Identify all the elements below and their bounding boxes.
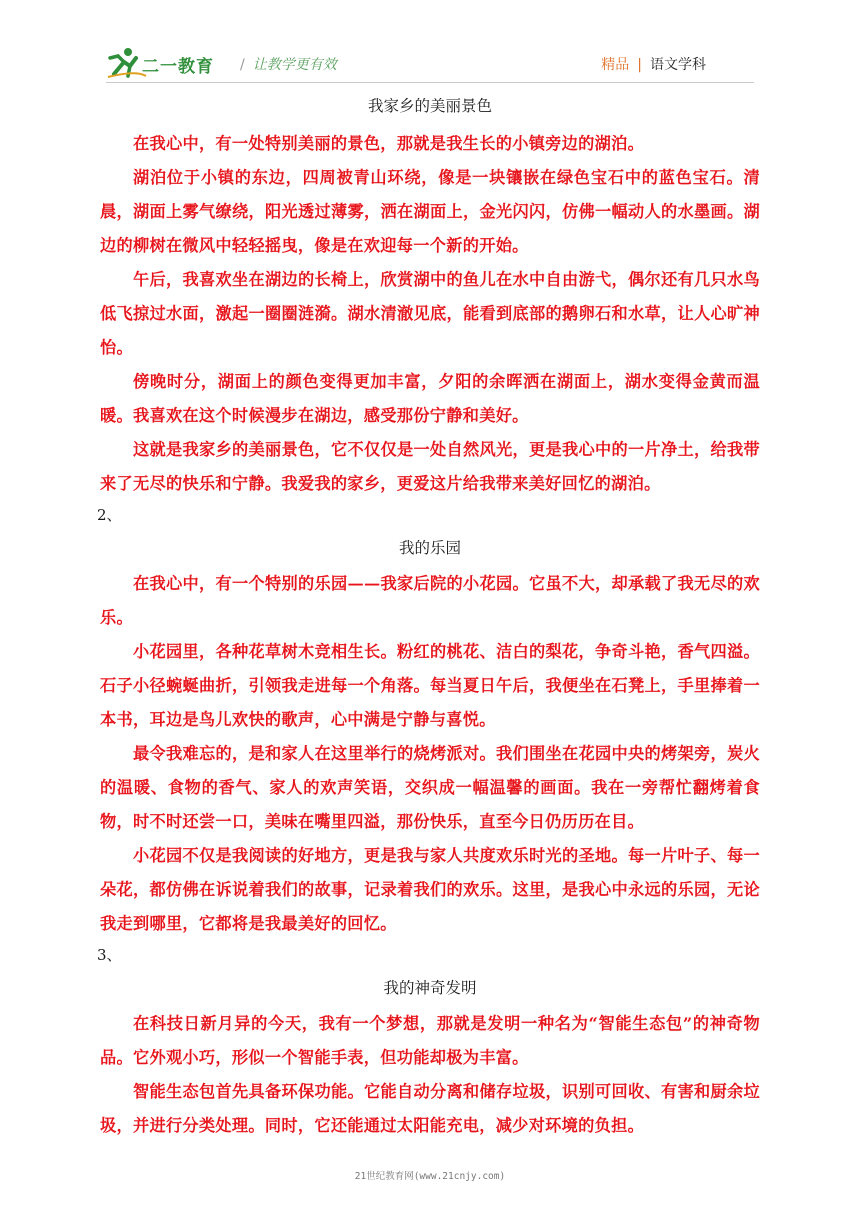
paragraph: 在我心中，有一个特别的乐园——我家后院的小花园。它虽不大，却承载了我无尽的欢乐。 [100,574,760,627]
slogan-text: 让教学更有效 [252,57,337,73]
tag-jingpin: 精品 [601,57,630,73]
logo-text: 二一教育 [142,57,214,77]
paragraph: 小花园不仅是我阅读的好地方，更是我与家人共度欢乐时光的圣地。每一片叶子、每一朵花，都仿佛在诉说着我们的故事，记录着我们的欢乐。这里，是我心中永远的乐园，无论我走到哪里，它都将是我最美好的回忆。 [100,846,760,933]
section-title: 我的乐园 [398,539,461,557]
paragraph: 小花园里，各种花草树木竞相生长。粉红的桃花、洁白的梨花，争奇斗艳，香气四溢。石子小径蜿蜒曲折，引领我走进每一个角落。每当夏日午后，我便坐在石凳上，手里捧着一本书，耳边是鸟儿欢快的歌声，心中满是宁静与喜悦。 [100,642,760,729]
slogan [240,54,337,74]
page-header [0,0,860,90]
slogan-slash: / [240,57,245,73]
paragraph: 午后，我喜欢坐在湖边的长椅上，欣赏湖中的鱼儿在水中自由游弋，偶尔还有几只水鸟低飞掠过水面，激起一圈圈涟漪。湖水清澈见底，能看到底部的鹅卵石和水草，让人心旷神怡。 [100,270,760,357]
header-right [601,54,706,74]
paragraph: 傍晚时分，湖面上的颜色变得更加丰富，夕阳的余晖洒在湖面上，湖水变得金黄而温暖。我喜欢在这个时候漫步在湖边，感受那份宁静和美好。 [100,372,760,425]
paragraph: 在科技日新月异的今天，我有一个梦想，那就是发明一种名为“智能生态包”的神奇物品。它外观小巧，形似一个智能手表，但功能却极为丰富。 [100,1014,760,1067]
subject-label: 语文学科 [650,57,706,73]
section-title: 我家乡的美丽景色 [367,97,492,115]
paragraph: 在我心中，有一处特别美丽的景色，那就是我生长的小镇旁边的湖泊。 [133,134,645,153]
paragraph: 湖泊位于小镇的东边，四周被青山环绕，像是一块镶嵌在绿色宝石中的蓝色宝石。清晨，湖面上雾气缭绕，阳光透过薄雾，洒在湖面上，金光闪闪，仿佛一幅动人的水墨画。湖边的柳树在微风中轻轻摇曳，像是在欢迎每一个新的开始。 [100,168,760,255]
section-number: 3、 [97,946,122,964]
header-separator: | [637,57,642,73]
paragraph: 智能生态包首先具备环保功能。它能自动分离和储存垃圾，识别可回收、有害和厨余垃圾，并进行分类处理。同时，它还能通过太阳能充电，减少对环境的负担。 [100,1082,760,1135]
paragraph: 最令我难忘的，是和家人在这里举行的烧烤派对。我们围坐在花园中央的烤架旁，炭火的温暖、食物的香气、家人的欢声笑语，交织成一幅温馨的画面。我在一旁帮忙翻烤着食物，时不时还尝一口，美味在嘴里四溢，那份快乐，直至今日仍历历在目。 [100,744,760,831]
document-body [97,93,760,1143]
header-divider [106,82,754,83]
paragraph: 这就是我家乡的美丽景色，它不仅仅是一处自然风光，更是我心中的一片净土，给我带来了无尽的快乐和宁静。我爱我的家乡，更爱这片给我带来美好回忆的湖泊。 [100,440,760,493]
section-title: 我的神奇发明 [383,979,477,997]
page-footer: 21世纪教育网(www.21cnjy.com) [354,1171,506,1182]
section-number: 2、 [97,506,122,524]
